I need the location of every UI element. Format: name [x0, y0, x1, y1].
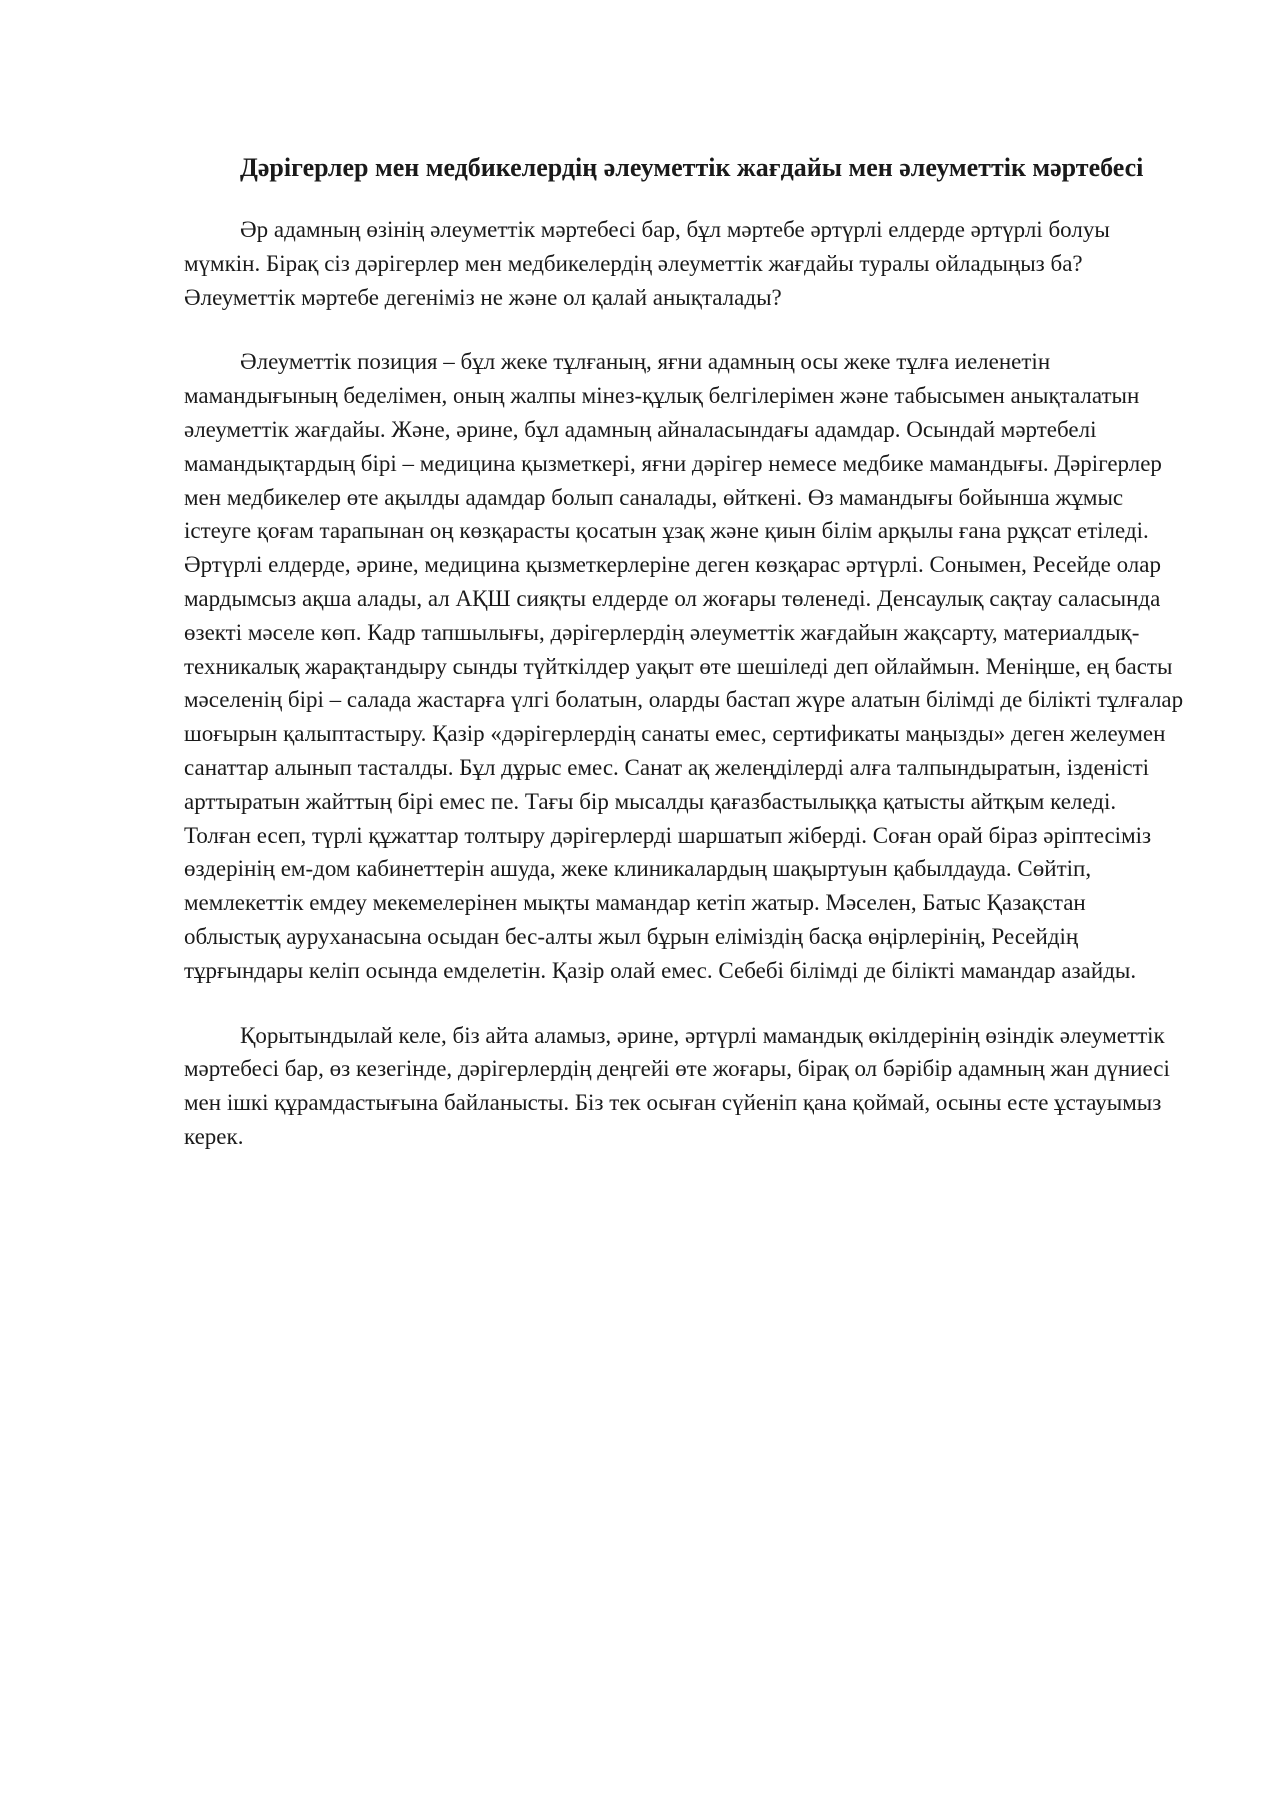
paragraph-intro: Әр адамның өзінің әлеуметтік мәртебесі бар, бұл мәртебе әртүрлі елдерде әртүрлі болуы мүмкін. Бірақ сіз дәрігерлер мен медбикелердің әлеуметтік жағдайы туралы ойладыңыз ба? Әлеуметтік мәртебе дегеніміз не және ол қалай анықталады? — [184, 217, 1110, 310]
document-page — [184, 150, 1184, 1185]
paragraph-body: Әлеуметтік позиция – бұл жеке тұлғаның, яғни адамның осы жеке тұлға иеленетін мамандығының беделімен, оның жалпы мінез-құлық белгілерімен және табысымен анықталатын әлеуметтік жағдайы. Және, әрине, бұл адамның айналасындағы адамдар. Осындай мәртебелі мамандықтардың бірі – медицина қызметкері, яғни дәрігер немесе медбике мамандығы. Дәрігерлер мен медбикелер өте ақылды адамдар болып саналады, өйткені. Өз мамандығы бойынша жұмыс істеуге қоғам тарапынан оң көзқарасты қосатын ұзақ және қиын білім арқылы ғана рұқсат етіледі. Әртүрлі елдерде, әрине, медицина қызметкерлеріне деген көзқарас әртүрлі. Сонымен, Ресейде олар мардымсыз ақша алады, ал АҚШ сияқты елдерде ол жоғары төленеді. Денсаулық сақтау саласында өзекті мәселе көп. Кадр тапшылығы, дәрігерлердің әлеуметтік жағдайын жақсарту, материалдық-техникалық жарақтандыру сынды түйткілдер уақыт өте шешіледі деп ойлаймын. Меніңше, ең басты мәселенің бірі – салада жастарға үлгі болатын, оларды бастап жүре алатын білімді де білікті тұлғалар шоғырын қалыптастыру. Қазір «дәрігерлердің санаты емес, сертификаты маңызды» деген желеумен санаттар алынып тасталды. Бұл дұрыс емес. Санат ақ желеңділерді алға талпындыратын, ізденісті арттыратын жайттың бірі емес пе. Тағы бір мысалды қағазбастылыққа қатысты айтқым келеді. Толған есеп, түрлі құжаттар толтыру дәрігерлерді шаршатып жіберді. Соған орай біраз әріптесіміз өздерінің ем-дом кабинеттерін ашуда, жеке клиникалардың шақыртуын қабылдауда. Сөйтіп, мемлекеттік емдеу мекемелерінен мықты мамандар кетіп жатыр. Мәселен, Батыс Қазақстан облыстық ауруханасына осыдан бес-алты жыл бұрын еліміздің басқа өңірлерінің, Ресейдің тұрғындары келіп осында емделетін. Қазір олай емес. Себебі білімді де білікті мамандар азайды. — [184, 349, 1184, 983]
paragraph-conclusion: Қорытындылай келе, біз айта аламыз, әрине, әртүрлі мамандық өкілдерінің өзіндік әлеуметтік мәртебесі бар, өз кезегінде, дәрігерлердің деңгейі өте жоғары, бірақ ол бәрібір адамның жан дүниесі мен ішкі құрамдастығына байланысты. Біз тек осыған сүйеніп қана қоймай, осыны есте ұстауымыз керек. — [184, 1022, 1170, 1149]
document-title: Дәрігерлер мен медбикелердің әлеуметтік жағдайы мен әлеуметтік мәртебесі — [240, 153, 1144, 182]
